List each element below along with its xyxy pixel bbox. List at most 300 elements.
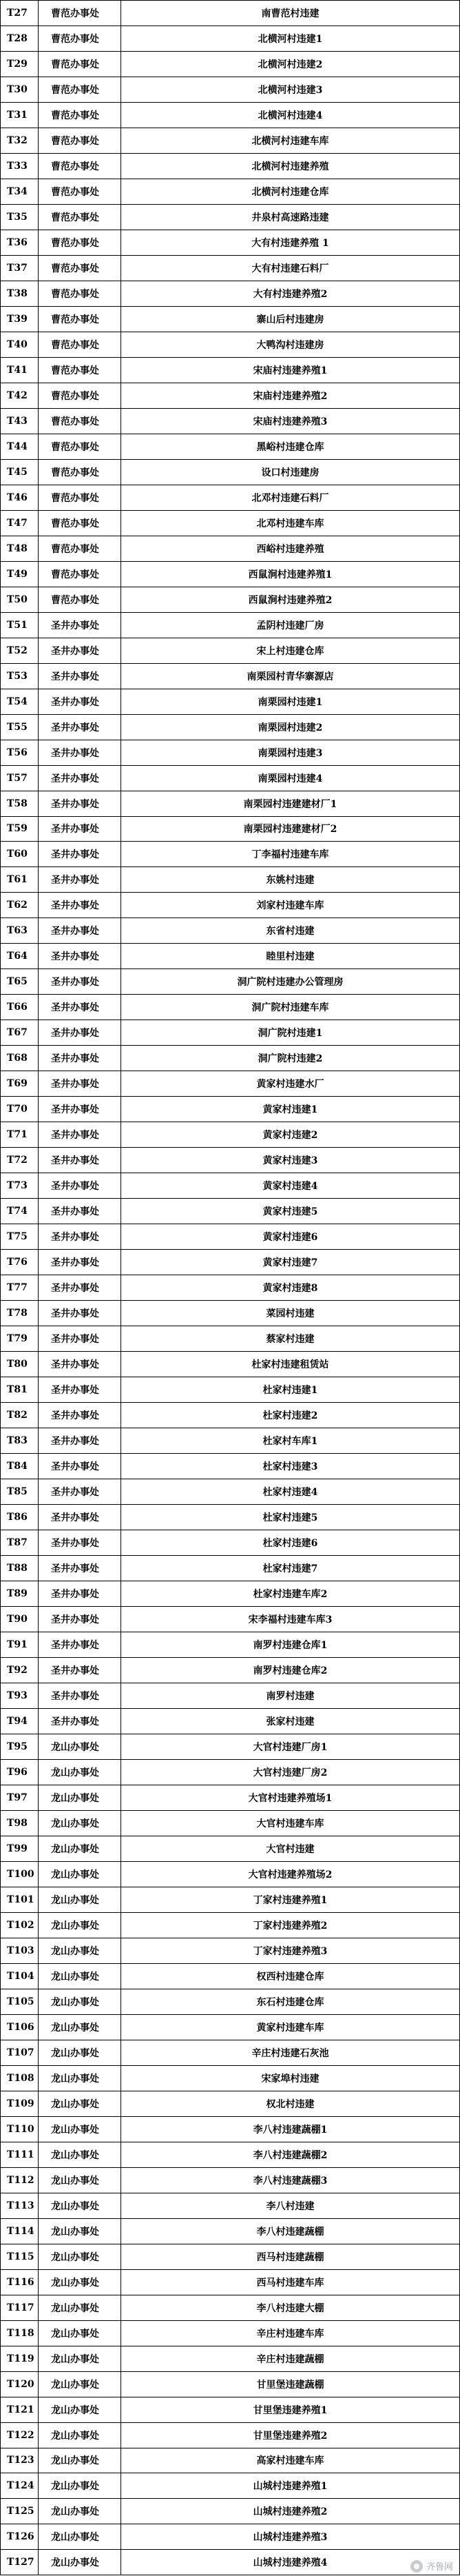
row-number-cell: T107: [0, 2040, 38, 2065]
table-row: [0, 791, 460, 817]
site-name-cell: 北横河村违建仓库: [121, 179, 460, 204]
office-name-cell: 龙山办事处: [38, 1811, 121, 1836]
site-name-cell: 黄家村违建8: [121, 1275, 460, 1300]
table-row: [0, 587, 460, 613]
site-name-cell: 山城村违建养殖4: [121, 2550, 460, 2575]
office-name-cell: 龙山办事处: [38, 2372, 121, 2397]
table-row: [0, 2066, 460, 2091]
table-row: [0, 969, 460, 995]
office-name-cell: 圣井办事处: [38, 1199, 121, 1224]
site-name-cell: 设口村违建房: [121, 460, 460, 485]
site-name-cell: 宋庙村违建养殖3: [121, 409, 460, 434]
table-row: [0, 1530, 460, 1556]
site-name-cell: 西鼠涧村违建养殖2: [121, 587, 460, 612]
office-name-cell: 曹范办事处: [38, 1, 121, 26]
office-name-cell: 圣井办事处: [38, 817, 121, 842]
table-row: [0, 1046, 460, 1071]
office-name-cell: 曹范办事处: [38, 307, 121, 332]
table-row: [0, 383, 460, 409]
table-row: [0, 26, 460, 52]
table-row: [0, 1020, 460, 1046]
site-name-cell: 李八村违建蔬棚2: [121, 2142, 460, 2167]
row-number-cell: T34: [0, 179, 38, 204]
site-name-cell: 李八村违建: [121, 2193, 460, 2218]
table-row: [0, 1326, 460, 1352]
row-number-cell: T91: [0, 1632, 38, 1657]
row-number-cell: T49: [0, 562, 38, 587]
site-name-cell: 辛庄村违建蔬棚: [121, 2346, 460, 2371]
office-name-cell: 圣井办事处: [38, 664, 121, 689]
table-row: [0, 2015, 460, 2040]
office-name-cell: 圣井办事处: [38, 1556, 121, 1581]
office-name-cell: 龙山办事处: [38, 1989, 121, 2014]
office-name-cell: 龙山办事处: [38, 2219, 121, 2244]
table-row: [0, 1097, 460, 1122]
row-number-cell: T51: [0, 613, 38, 638]
table-row: [0, 1862, 460, 1887]
office-name-cell: 龙山办事处: [38, 2295, 121, 2320]
office-name-cell: 龙山办事处: [38, 1734, 121, 1759]
table-row: [0, 1887, 460, 1913]
row-number-cell: T96: [0, 1760, 38, 1785]
row-number-cell: T63: [0, 918, 38, 943]
table-row: [0, 307, 460, 332]
site-name-cell: 北横河村违建3: [121, 77, 460, 102]
table-row: [0, 1632, 460, 1658]
site-name-cell: 西鼠涧村违建养殖1: [121, 562, 460, 587]
site-name-cell: 南罗村违建仓库1: [121, 1632, 460, 1657]
office-name-cell: 龙山办事处: [38, 2346, 121, 2371]
office-name-cell: 曹范办事处: [38, 383, 121, 408]
site-name-cell: 大有村违建养殖2: [121, 281, 460, 306]
site-name-cell: 高家村违建车库: [121, 2448, 460, 2473]
table-row: [0, 536, 460, 562]
table-row: [0, 434, 460, 460]
office-name-cell: 圣井办事处: [38, 1530, 121, 1555]
table-row: [0, 332, 460, 358]
row-number-cell: T56: [0, 740, 38, 765]
row-number-cell: T120: [0, 2372, 38, 2397]
row-number-cell: T82: [0, 1403, 38, 1428]
table-row: [0, 1556, 460, 1581]
site-name-cell: 南栗园村青华寨源店: [121, 664, 460, 689]
site-name-cell: 东省村违建: [121, 918, 460, 943]
site-name-cell: 西马村违建蔬棚: [121, 2244, 460, 2269]
row-number-cell: T72: [0, 1148, 38, 1173]
office-name-cell: 圣井办事处: [38, 1275, 121, 1300]
row-number-cell: T44: [0, 434, 38, 459]
table-row: [0, 842, 460, 867]
office-name-cell: 圣井办事处: [38, 1097, 121, 1122]
row-number-cell: T111: [0, 2142, 38, 2167]
office-name-cell: 圣井办事处: [38, 613, 121, 638]
site-name-cell: 洞广院村违建1: [121, 1020, 460, 1045]
row-number-cell: T119: [0, 2346, 38, 2371]
table-row: [0, 485, 460, 511]
row-number-cell: T43: [0, 409, 38, 434]
office-name-cell: 曹范办事处: [38, 205, 121, 230]
row-number-cell: T61: [0, 867, 38, 892]
row-number-cell: T68: [0, 1046, 38, 1071]
row-number-cell: T31: [0, 103, 38, 128]
office-name-cell: 圣井办事处: [38, 689, 121, 714]
table-row: [0, 918, 460, 944]
row-number-cell: T108: [0, 2066, 38, 2091]
row-number-cell: T94: [0, 1709, 38, 1734]
row-number-cell: T127: [0, 2550, 38, 2575]
site-name-cell: 宋上村违建仓库: [121, 638, 460, 663]
office-name-cell: 龙山办事处: [38, 1862, 121, 1887]
site-name-cell: 宋家埠村违建: [121, 2066, 460, 2091]
row-number-cell: T73: [0, 1173, 38, 1198]
row-number-cell: T69: [0, 1071, 38, 1096]
row-number-cell: T90: [0, 1607, 38, 1632]
site-name-cell: 李八村违建大棚: [121, 2295, 460, 2320]
office-name-cell: 龙山办事处: [38, 2550, 121, 2575]
office-name-cell: 圣井办事处: [38, 1709, 121, 1734]
table-row: [0, 2193, 460, 2219]
wechat-logo-icon: [410, 2560, 423, 2573]
site-name-cell: 李八村违建蔬棚1: [121, 2117, 460, 2142]
office-name-cell: 龙山办事处: [38, 2244, 121, 2269]
site-name-cell: 李八村违建蔬棚3: [121, 2168, 460, 2193]
site-name-cell: 南栗园村违建建材厂2: [121, 817, 460, 842]
table-row: [0, 2346, 460, 2372]
row-number-cell: T41: [0, 358, 38, 383]
row-number-cell: T53: [0, 664, 38, 689]
site-name-cell: 大官村违建: [121, 1836, 460, 1861]
office-name-cell: 圣井办事处: [38, 1224, 121, 1249]
office-name-cell: 龙山办事处: [38, 2321, 121, 2346]
site-name-cell: 丁家村违建养殖1: [121, 1887, 460, 1912]
row-number-cell: T33: [0, 154, 38, 179]
table-row: [0, 2117, 460, 2142]
table-row: [0, 1785, 460, 1811]
office-name-cell: 龙山办事处: [38, 2015, 121, 2040]
office-name-cell: 曹范办事处: [38, 536, 121, 561]
row-number-cell: T40: [0, 332, 38, 357]
office-name-cell: 圣井办事处: [38, 1454, 121, 1479]
office-name-cell: 曹范办事处: [38, 562, 121, 587]
table-row: [0, 1607, 460, 1632]
table-row: [0, 1505, 460, 1530]
site-name-cell: 丁家村违建养殖2: [121, 1913, 460, 1938]
site-name-cell: 杜家村违建3: [121, 1454, 460, 1479]
table-row: [0, 52, 460, 77]
row-number-cell: T66: [0, 995, 38, 1020]
office-name-cell: 曹范办事处: [38, 485, 121, 510]
office-name-cell: 圣井办事处: [38, 944, 121, 968]
row-number-cell: T37: [0, 256, 38, 281]
office-name-cell: 龙山办事处: [38, 2142, 121, 2167]
row-number-cell: T59: [0, 817, 38, 842]
table-row: [0, 1173, 460, 1199]
office-name-cell: 圣井办事处: [38, 1352, 121, 1377]
office-name-cell: 曹范办事处: [38, 179, 121, 204]
office-name-cell: 圣井办事处: [38, 1148, 121, 1173]
table-row: [0, 2473, 460, 2499]
office-name-cell: 圣井办事处: [38, 740, 121, 765]
table-row: [0, 1148, 460, 1173]
office-name-cell: 龙山办事处: [38, 2473, 121, 2498]
office-name-cell: 龙山办事处: [38, 2448, 121, 2473]
table-row: [0, 1836, 460, 1862]
site-name-cell: 大官村违建养殖场1: [121, 1785, 460, 1810]
site-name-cell: 辛庄村违建石灰池: [121, 2040, 460, 2065]
table-row: [0, 1199, 460, 1224]
row-number-cell: T50: [0, 587, 38, 612]
row-number-cell: T45: [0, 460, 38, 485]
table-row: [0, 2448, 460, 2474]
table-row: [0, 1581, 460, 1607]
office-name-cell: 龙山办事处: [38, 2499, 121, 2524]
site-name-cell: 权北村违建: [121, 2091, 460, 2116]
site-name-cell: 大官村违建厂房1: [121, 1734, 460, 1759]
site-name-cell: 权西村违建仓库: [121, 1964, 460, 1989]
table-row: [0, 638, 460, 664]
office-name-cell: 龙山办事处: [38, 1938, 121, 1963]
office-name-cell: 圣井办事处: [38, 1326, 121, 1351]
office-name-cell: 圣井办事处: [38, 1658, 121, 1683]
office-name-cell: 龙山办事处: [38, 1913, 121, 1938]
row-number-cell: T47: [0, 511, 38, 536]
site-name-cell: 甘里堡违建养殖1: [121, 2397, 460, 2422]
row-number-cell: T117: [0, 2295, 38, 2320]
office-name-cell: 曹范办事处: [38, 332, 121, 357]
office-name-cell: 圣井办事处: [38, 893, 121, 917]
site-name-cell: 井泉村高速路违建: [121, 205, 460, 230]
site-name-cell: 黑峪村违建仓库: [121, 434, 460, 459]
office-name-cell: 圣井办事处: [38, 1377, 121, 1402]
office-name-cell: 曹范办事处: [38, 587, 121, 612]
table-row: [0, 2219, 460, 2244]
row-number-cell: T55: [0, 715, 38, 740]
row-number-cell: T103: [0, 1938, 38, 1963]
office-name-cell: 曹范办事处: [38, 460, 121, 485]
table-row: [0, 205, 460, 230]
row-number-cell: T70: [0, 1097, 38, 1122]
office-name-cell: 曹范办事处: [38, 230, 121, 255]
row-number-cell: T118: [0, 2321, 38, 2346]
site-name-cell: 北邓村违建石料厂: [121, 485, 460, 510]
site-name-cell: 杜家村车库1: [121, 1428, 460, 1453]
site-name-cell: 刘家村违建车库: [121, 893, 460, 917]
table-row: [0, 664, 460, 689]
row-number-cell: T106: [0, 2015, 38, 2040]
office-name-cell: 龙山办事处: [38, 2168, 121, 2193]
row-number-cell: T32: [0, 128, 38, 153]
table-row: [0, 867, 460, 893]
table-row: [0, 2270, 460, 2295]
office-name-cell: 曹范办事处: [38, 511, 121, 536]
table-row: [0, 1964, 460, 1989]
row-number-cell: T35: [0, 205, 38, 230]
table-row: [0, 893, 460, 918]
row-number-cell: T100: [0, 1862, 38, 1887]
site-name-cell: 宋庙村违建养殖1: [121, 358, 460, 383]
office-name-cell: 圣井办事处: [38, 638, 121, 663]
office-name-cell: 圣井办事处: [38, 1581, 121, 1606]
table-row: [0, 766, 460, 791]
table-row: [0, 1377, 460, 1403]
office-name-cell: 龙山办事处: [38, 2066, 121, 2091]
row-number-cell: T83: [0, 1428, 38, 1453]
table-row: [0, 2499, 460, 2524]
table-row: [0, 511, 460, 536]
office-name-cell: 龙山办事处: [38, 2040, 121, 2065]
table-row: [0, 715, 460, 740]
table-row: [0, 2040, 460, 2066]
office-name-cell: 圣井办事处: [38, 1479, 121, 1504]
site-name-cell: 北邓村违建车库: [121, 511, 460, 536]
table-row: [0, 562, 460, 587]
table-row: [0, 179, 460, 205]
table-row: [0, 1122, 460, 1148]
row-number-cell: T71: [0, 1122, 38, 1147]
row-number-cell: T87: [0, 1530, 38, 1555]
office-name-cell: 圣井办事处: [38, 1505, 121, 1530]
table-row: [0, 1454, 460, 1479]
site-name-cell: 菜园村违建: [121, 1301, 460, 1326]
row-number-cell: T75: [0, 1224, 38, 1249]
site-name-cell: 甘里堡违建养殖2: [121, 2423, 460, 2448]
row-number-cell: T29: [0, 52, 38, 77]
office-name-cell: 龙山办事处: [38, 1760, 121, 1785]
site-name-cell: 寨山后村违建房: [121, 307, 460, 332]
site-name-cell: 黄家村违建7: [121, 1250, 460, 1275]
table-row: [0, 1683, 460, 1709]
office-name-cell: 龙山办事处: [38, 2117, 121, 2142]
office-name-cell: 圣井办事处: [38, 995, 121, 1020]
site-name-cell: 大有村违建养殖 1: [121, 230, 460, 255]
row-number-cell: T101: [0, 1887, 38, 1912]
site-name-cell: 黄家村违建5: [121, 1199, 460, 1224]
table-row: [0, 1709, 460, 1734]
row-number-cell: T116: [0, 2270, 38, 2295]
row-number-cell: T105: [0, 1989, 38, 2014]
site-name-cell: 睦里村违建: [121, 944, 460, 968]
row-number-cell: T122: [0, 2423, 38, 2448]
row-number-cell: T57: [0, 766, 38, 791]
office-name-cell: 圣井办事处: [38, 867, 121, 892]
row-number-cell: T123: [0, 2448, 38, 2473]
row-number-cell: T88: [0, 1556, 38, 1581]
table-row: [0, 1275, 460, 1301]
site-name-cell: 杜家村违建1: [121, 1377, 460, 1402]
site-name-cell: 杜家村违建5: [121, 1505, 460, 1530]
site-name-cell: 蔡家村违建: [121, 1326, 460, 1351]
office-name-cell: 圣井办事处: [38, 1683, 121, 1708]
site-name-cell: 北横河村违建2: [121, 52, 460, 77]
row-number-cell: T30: [0, 77, 38, 102]
table-row: [0, 817, 460, 842]
office-name-cell: 圣井办事处: [38, 715, 121, 740]
site-name-cell: 甘里堡违建蔬棚: [121, 2372, 460, 2397]
office-name-cell: 圣井办事处: [38, 1071, 121, 1096]
table-row: [0, 689, 460, 715]
office-name-cell: 龙山办事处: [38, 1964, 121, 1989]
row-number-cell: T109: [0, 2091, 38, 2116]
row-number-cell: T58: [0, 791, 38, 816]
table-row: [0, 2397, 460, 2423]
table-row: [0, 1658, 460, 1683]
office-name-cell: 曹范办事处: [38, 77, 121, 102]
office-name-cell: 龙山办事处: [38, 2091, 121, 2116]
row-number-cell: T113: [0, 2193, 38, 2218]
row-number-cell: T38: [0, 281, 38, 306]
office-name-cell: 圣井办事处: [38, 1173, 121, 1198]
row-number-cell: T42: [0, 383, 38, 408]
site-name-cell: 杜家村违建7: [121, 1556, 460, 1581]
site-name-cell: 南栗园村违建1: [121, 689, 460, 714]
table-row: [0, 1224, 460, 1250]
site-name-cell: 东姚村违建: [121, 867, 460, 892]
table-row: [0, 2423, 460, 2448]
table-row: [0, 1734, 460, 1760]
row-number-cell: T65: [0, 969, 38, 994]
office-name-cell: 龙山办事处: [38, 2423, 121, 2448]
table-row: [0, 77, 460, 103]
site-name-cell: 洞广院村违建办公管理房: [121, 969, 460, 994]
site-name-cell: 南曹范村违建: [121, 1, 460, 26]
site-name-cell: 北横河村违建养殖: [121, 154, 460, 179]
site-name-cell: 张家村违建: [121, 1709, 460, 1734]
site-name-cell: 西马村违建车库: [121, 2270, 460, 2295]
row-number-cell: T112: [0, 2168, 38, 2193]
site-name-cell: 黄家村违建车库: [121, 2015, 460, 2040]
row-number-cell: T67: [0, 1020, 38, 1045]
row-number-cell: T48: [0, 536, 38, 561]
watermark: [408, 2559, 456, 2573]
office-name-cell: 曹范办事处: [38, 409, 121, 434]
table-row: [0, 154, 460, 179]
office-name-cell: 圣井办事处: [38, 918, 121, 943]
table-row: [0, 1938, 460, 1964]
site-name-cell: 大官村违建厂房2: [121, 1760, 460, 1785]
office-name-cell: 圣井办事处: [38, 766, 121, 791]
table-row: [0, 2091, 460, 2117]
table-row: [0, 1403, 460, 1428]
table-row: [0, 281, 460, 307]
row-number-cell: T115: [0, 2244, 38, 2269]
row-number-cell: T60: [0, 842, 38, 866]
office-name-cell: 曹范办事处: [38, 358, 121, 383]
office-name-cell: 曹范办事处: [38, 103, 121, 128]
office-name-cell: 圣井办事处: [38, 1607, 121, 1632]
table-row: [0, 256, 460, 281]
table-row: [0, 2244, 460, 2270]
table-row: [0, 1428, 460, 1454]
table-row: [0, 1913, 460, 1938]
office-name-cell: 圣井办事处: [38, 791, 121, 816]
row-number-cell: T76: [0, 1250, 38, 1275]
row-number-cell: T102: [0, 1913, 38, 1938]
site-name-cell: 黄家村违建2: [121, 1122, 460, 1147]
office-name-cell: 曹范办事处: [38, 52, 121, 77]
table-row: [0, 944, 460, 969]
row-number-cell: T124: [0, 2473, 38, 2498]
table-row: [0, 2524, 460, 2550]
site-name-cell: 杜家村违建4: [121, 1479, 460, 1504]
site-name-cell: 宋庙村违建养殖2: [121, 383, 460, 408]
row-number-cell: T27: [0, 1, 38, 26]
site-name-cell: 李八村违建蔬棚: [121, 2219, 460, 2244]
table-row: [0, 2550, 460, 2575]
row-number-cell: T54: [0, 689, 38, 714]
row-number-cell: T86: [0, 1505, 38, 1530]
office-name-cell: 曹范办事处: [38, 128, 121, 153]
site-name-cell: 黄家村违建4: [121, 1173, 460, 1198]
